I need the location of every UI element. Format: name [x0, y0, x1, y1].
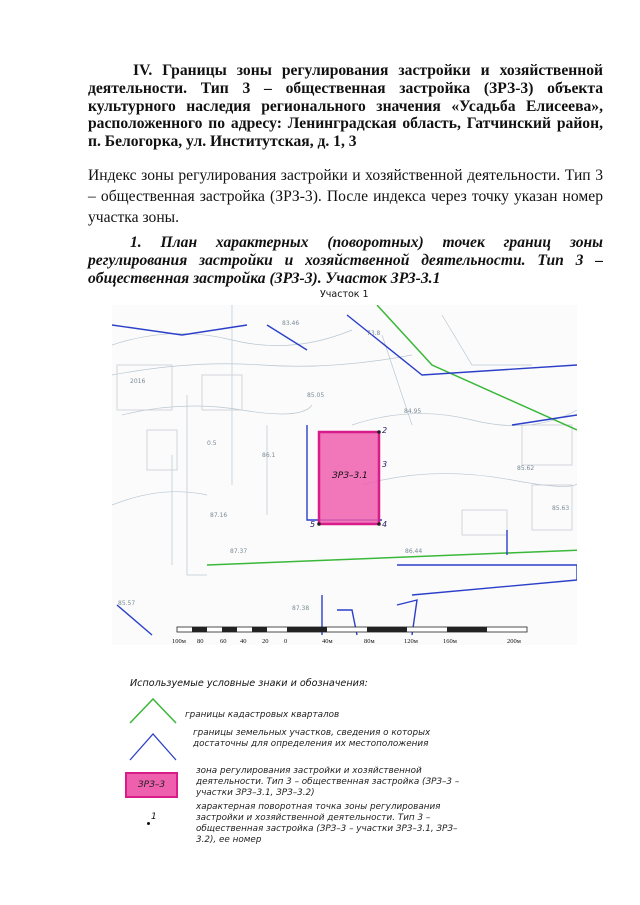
scale-label: 120м: [404, 638, 418, 645]
section-heading: [88, 62, 603, 151]
cadastral-quarter-symbol: [128, 695, 178, 725]
land-plot-symbol: [128, 730, 178, 762]
point-2: 2: [382, 426, 388, 435]
legend-title: Используемые условные знаки и обозначения:: [130, 678, 368, 689]
point-3: 3: [382, 460, 388, 469]
turning-point-number: 1: [151, 812, 157, 822]
point-4: 4: [382, 520, 388, 529]
legend-land-plot: границы земельных участков, сведения о которых достаточны для определения их местоположения: [193, 728, 431, 749]
elevation-label: 2016: [130, 378, 146, 385]
section-heading-text: Границы зоны регулирования застройки и хозяйственной деятельности. Тип 3 – общественная застройка (ЗРЗ-3) объекта культурного наследия регионального значения «Усадьба Елисеева», расположенного по адресу: Ленинградская область, Гатчинский район, п. Белогорка, ул. Институтская, д. 1, 3: [88, 62, 603, 151]
scale-label: 40: [240, 638, 247, 645]
elevation-label: 87.16: [210, 512, 228, 519]
plan-title: План характерных (поворотных) точек границ зоны регулирования застройки и хозяйственной деятельности. Тип 3 – общественная застройка (ЗРЗ-3). Участок ЗРЗ-3.1: [88, 234, 603, 287]
scale-label: 40м: [322, 638, 333, 645]
map-caption: Участок 1: [320, 289, 369, 300]
elevation-label: 85.57: [118, 600, 136, 607]
plan-subheading: [88, 234, 603, 288]
elevation-label: 86.1: [262, 452, 276, 459]
legend-zone: зона регулирования застройки и хозяйственной деятельности. Тип 3 – общественная застройка (ЗРЗ–3 – участки ЗРЗ–3.1, ЗРЗ–3.2): [196, 766, 460, 798]
scale-label: 80м: [364, 638, 375, 645]
elevation-label: 85.63: [552, 505, 570, 512]
elevation-label: 87.38: [292, 605, 310, 612]
scale-label: 60: [220, 638, 227, 645]
scale-label: 0: [284, 638, 288, 645]
legend-turning-point: характерная поворотная точка зоны регулирования застройки и хозяйственной деятельности. Тип 3 – общественная застройка (ЗРЗ–3 – участки ЗРЗ–3.1, ЗРЗ–3.2), ее номер: [196, 802, 458, 845]
scale-label: 200м: [507, 638, 521, 645]
zone-symbol: ЗРЗ–3: [125, 772, 178, 798]
zone-label: ЗРЗ–3.1: [332, 471, 368, 481]
elevation-label: 84.95: [404, 408, 422, 415]
elevation-label: 87.37: [230, 548, 248, 555]
scale-label: 100м: [172, 638, 186, 645]
elevation-label: 73.8: [367, 330, 381, 337]
elevation-label: 86.44: [405, 548, 423, 555]
legend-cadastral-quarter: границы кадастровых кварталов: [185, 710, 340, 720]
scale-label: 80: [197, 638, 204, 645]
point-5: 5: [310, 520, 316, 529]
scale-label: 160м: [443, 638, 457, 645]
elevation-label: 0.5: [207, 440, 217, 447]
elevation-label: 85.62: [517, 465, 535, 472]
site-plan-map: [112, 305, 577, 645]
section-numeral: IV.: [133, 62, 153, 79]
turning-point-symbol: [147, 812, 167, 828]
elevation-label: 83.46: [282, 320, 300, 327]
plan-number: 1.: [130, 234, 142, 251]
elevation-label: 85.05: [307, 392, 325, 399]
index-paragraph: Индекс зоны регулирования застройки и хозяйственной деятельности. Тип 3 – общественная застройка (ЗРЗ-3). После индекса через точку указан номер участка зоны.: [88, 167, 603, 226]
scale-label: 20: [262, 638, 269, 645]
